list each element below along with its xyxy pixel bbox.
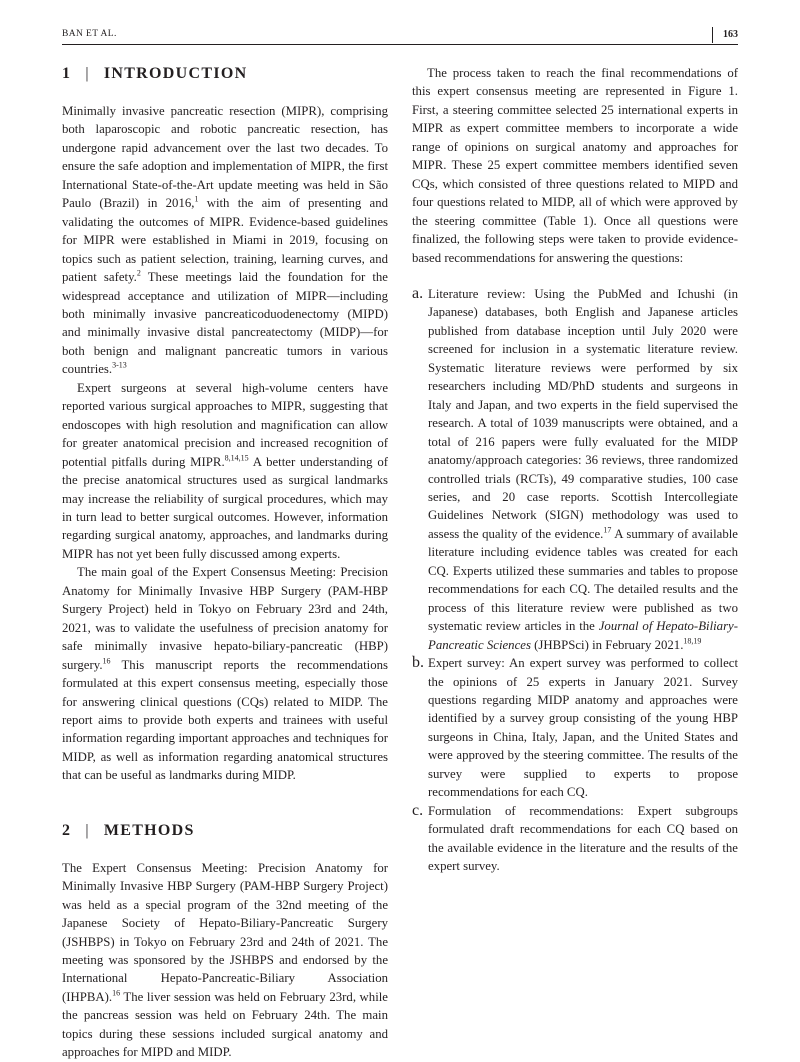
- list-item: c. Formulation of recommendations: Expert subgroups formulated draft recommendations for each CQ based on the available evidence in the literature and the results of the expert survey.: [412, 801, 738, 874]
- citation: 17: [603, 525, 612, 535]
- header-rule: [62, 44, 738, 45]
- journal-title: Journal of Hepato-Biliary-Pancreatic Sciences: [428, 619, 738, 652]
- citation: 3-13: [112, 361, 127, 371]
- section-title: METHODS: [103, 821, 195, 839]
- list-marker: a.: [412, 284, 424, 302]
- section-number: 2: [62, 821, 72, 839]
- methods-paragraph-1: The Expert Consensus Meeting: Precision Anatomy for Minimally Invasive HBP Surgery (PAM-HBP Surgery Project) was held as a special program of the 32nd meeting of the Japanese Society of Hepato-Biliary-Pancreatic Surgery (JSHBPS) in Tokyo on February 23rd and 24th of 2021. The meeting was sponsored by the JSHBPS and endorsed by the International Hepato-Pancreatic-Biliary Association (IHPBA).$^{16}$ The liver session was held on February 23rd, while the pancreas session was held on February 24th. The main topics during these sessions included surgical anatomy and approaches for MIPD and MIDP.: [62, 860, 388, 1060]
- methods-heading: 2 | METHODS: [62, 821, 195, 839]
- citation: 1: [194, 195, 199, 204]
- list-marker: b.: [412, 654, 424, 672]
- intro-paragraph-3: The main goal of the Expert Consensus Meeting: Precision Anatomy for Minimally Invasive HBP Surgery (PAM-HBP Surgery Project) held in Tokyo on February 23rd and 24th, 2021, was to validate the usefulness of precision anatomy for safe minimally invasive hepato-biliary-pancreatic (HBP) surgery.$^{16}$ This manuscript reports the recommendations formulated at this expert consensus meeting, especially those for answering clinical questions (CQs) related to MIDP. The report aims to provide both experts and trainees with useful information regarding important approaches and techniques for MIDP, as well as information regarding anatomical structures that can be useful as landmarks during MIDP.: [62, 565, 388, 783]
- citation: 2: [136, 268, 141, 278]
- intro-paragraph-1: Minimally invasive pancreatic resection (MIPR), comprising both laparoscopic and robotic pancreatic resection, has undergone rapid advancement over the last two decades. To ensure the safe adoption and implementation of MIPR, the first International State-of-the-Art update meeting was held in São Paulo (Brazil) in 2016,$^1$ with the aim of presenting and validating the outcomes of MIPR. Evidence-based guidelines for MIPR were established in Miami in 2019, focusing on topics such as patient selection, training, learning curves, and patient safety.$^2$ These meetings laid the foundation for the widespread acceptance and utilization of MIPR—including both minimally invasive pancreaticoduodenectomy (MIPD) and minimally invasive distal pancreatectomy (MIDP)—for both benign and malignant pancreatic tumors in various countries.$^{3-13}$: [62, 104, 388, 377]
- citation: 8,14,15: [224, 453, 249, 463]
- list-item: b. Expert survey: An expert survey was performed to collect the opinions of 25 experts in January 2021. Survey questions regarding MIDP anatomy and approaches were identified by a survey group consisting of the young HBP surgeons in China, Italy, Japan, and the United States and were approved by the steering committee. The results of the survey were supplied to experts to propose recommendations for each CQ.: [412, 654, 738, 800]
- section-title: INTRODUCTION: [103, 65, 248, 82]
- intro-paragraph-2: Expert surgeons at several high-volume centers have reported various surgical approaches to MIPR, suggesting that endoscopes with high resolution and magnification can allow for greater anatomical precision and increased recognition of potential pitfalls during MIPR.$^{8,14,15}$ A better understanding of the precise anatomical structures used as surgical landmarks may increase the reliability of surgical procedures, which may in turn lead to better surgical outcomes. However, information regarding surgical anatomy, approaches, and landmarks during MIPR has not yet been fully discussed among experts.: [62, 380, 388, 561]
- running-head: BAN ET AL.: [62, 29, 117, 39]
- methods-paragraph-2: The process taken to reach the final recommendations of this expert consensus meeting are represented in Figure 1. First, a steering committee selected 25 international experts in MIPR as expert committee members to incorporate a wide range of opinions on surgical anatomy and approaches for MIPR. These 25 expert committee members identified seven CQs, which consisted of three questions related to MIPD and four questions related to MIDP, all of which were approved by the steering committee (Table 1). Once all questions were finalized, the following steps were taken to provide evidence-based recommendations for answering the questions:: [412, 66, 738, 265]
- citation: 16: [112, 988, 121, 998]
- left-column: [62, 64, 388, 1062]
- citation: 18,19: [683, 636, 702, 646]
- right-column: [412, 64, 738, 875]
- section-number: 1: [62, 65, 72, 82]
- list-item: a. Literature review: Using the PubMed and Ichushi (in Japanese) databases, both English and Japanese articles published from database inception until July 2020 were screened for inclusion in a systematic literature review. Systematic literature reviews were performed by six researchers including MD/PhD students and surgeons in Italy and Japan, and two experts in the field supervised the research. A total of 1039 manuscripts were obtained, and a total of 216 papers were fully evaluated for the MIDP anatomy/approach categories: 36 reviews, three randomized controlled trials (RCTs), 49 comparative studies, 100 case series, and 20 case reports. Scottish Intercollegiate Guidelines Network (SIGN) methodology was used to assess the quality of the evidence.$^{17}$ A summary of available literature including evidence tables was created for each CQ. Experts utilized these summaries and tables to propose recommendations for each CQ. The detailed results and the process of this literature review were published as two systematic review articles in the Journal of Hepato-Biliary-Pancreatic Sciences (JHBPSci) in February 2021.$^{18,19}$: [412, 284, 738, 652]
- introduction-heading: 1 | INTRODUCTION: [62, 65, 248, 82]
- citation: 16: [102, 656, 111, 666]
- methods-steps-list: [412, 285, 738, 876]
- list-marker: c.: [412, 801, 424, 819]
- page-number: 163: [712, 27, 738, 43]
